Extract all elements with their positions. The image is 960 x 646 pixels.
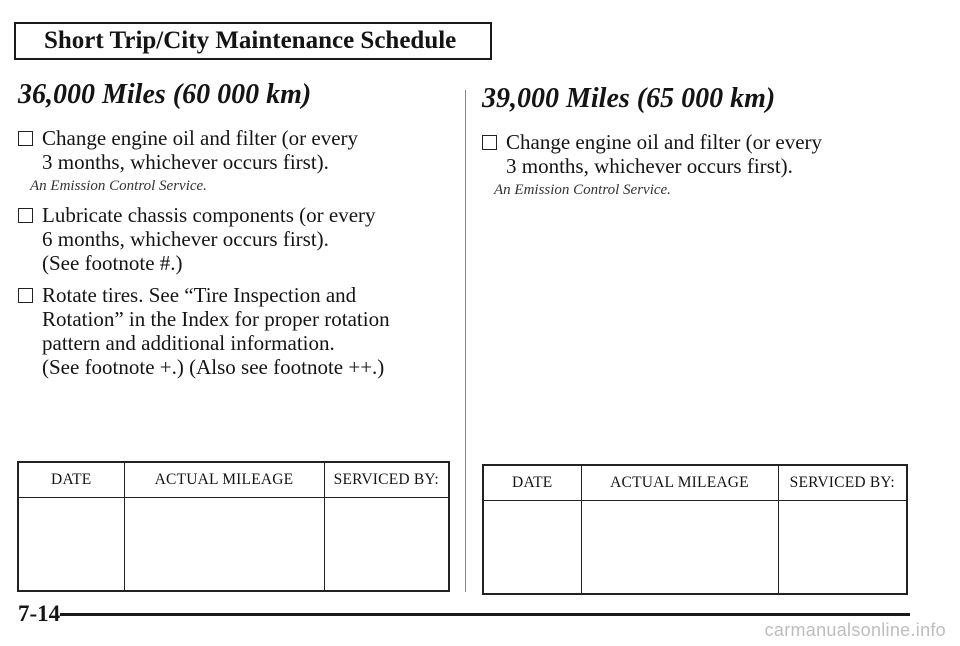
service-item bbox=[18, 126, 448, 174]
serviced-by-cell[interactable] bbox=[324, 498, 449, 592]
table-row bbox=[18, 498, 449, 592]
service-item-text: Change engine oil and filter (or every 3 months, whichever occurs first). bbox=[506, 130, 823, 178]
mileage-cell[interactable] bbox=[581, 501, 778, 595]
checkbox-icon[interactable] bbox=[18, 208, 33, 223]
serviced-by-column-header: SERVICED BY: bbox=[324, 462, 449, 498]
checkbox-icon[interactable] bbox=[482, 135, 497, 150]
left-mileage-section bbox=[18, 78, 448, 383]
service-record-table-right bbox=[482, 464, 908, 595]
date-cell[interactable] bbox=[483, 501, 581, 595]
serviced-by-column-header: SERVICED BY: bbox=[778, 465, 907, 501]
date-cell[interactable] bbox=[18, 498, 124, 592]
service-item-text: Lubricate chassis components (or every 6 months, whichever occurs first). (See footnote #.) bbox=[42, 203, 376, 275]
table-header-row bbox=[18, 462, 449, 498]
schedule-header-title: Short Trip/City Maintenance Schedule bbox=[44, 27, 457, 54]
mileage-column-header: ACTUAL MILEAGE bbox=[124, 462, 324, 498]
checkbox-icon[interactable] bbox=[18, 131, 33, 146]
mileage-title-right: 39,000 Miles (65 000 km) bbox=[482, 83, 776, 114]
emission-note: An Emission Control Service. bbox=[30, 178, 207, 194]
footer-rule bbox=[60, 613, 910, 616]
mileage-column-header: ACTUAL MILEAGE bbox=[581, 465, 778, 501]
column-divider bbox=[465, 90, 466, 592]
mileage-cell[interactable] bbox=[124, 498, 324, 592]
service-record-table-left bbox=[17, 461, 450, 592]
service-item bbox=[18, 203, 448, 275]
emission-note: An Emission Control Service. bbox=[494, 182, 671, 198]
right-mileage-section bbox=[482, 82, 922, 207]
schedule-header bbox=[14, 22, 492, 60]
service-item-text: Rotate tires. See “Tire Inspection and Rotation” in the Index for proper rotation pattern and additional information. (See footnote +.) (Also see footnote ++.) bbox=[42, 283, 390, 379]
watermark-text: carmanualsonline.info bbox=[764, 620, 946, 640]
table-row bbox=[483, 501, 907, 595]
serviced-by-cell[interactable] bbox=[778, 501, 907, 595]
service-item bbox=[18, 283, 448, 379]
date-column-header: DATE bbox=[18, 462, 124, 498]
service-item-text: Change engine oil and filter (or every 3 months, whichever occurs first). bbox=[42, 126, 359, 174]
page-number: 7-14 bbox=[18, 601, 61, 626]
table-header-row bbox=[483, 465, 907, 501]
date-column-header: DATE bbox=[483, 465, 581, 501]
mileage-title-left: 36,000 Miles (60 000 km) bbox=[18, 79, 312, 110]
service-item bbox=[482, 130, 922, 178]
checkbox-icon[interactable] bbox=[18, 288, 33, 303]
